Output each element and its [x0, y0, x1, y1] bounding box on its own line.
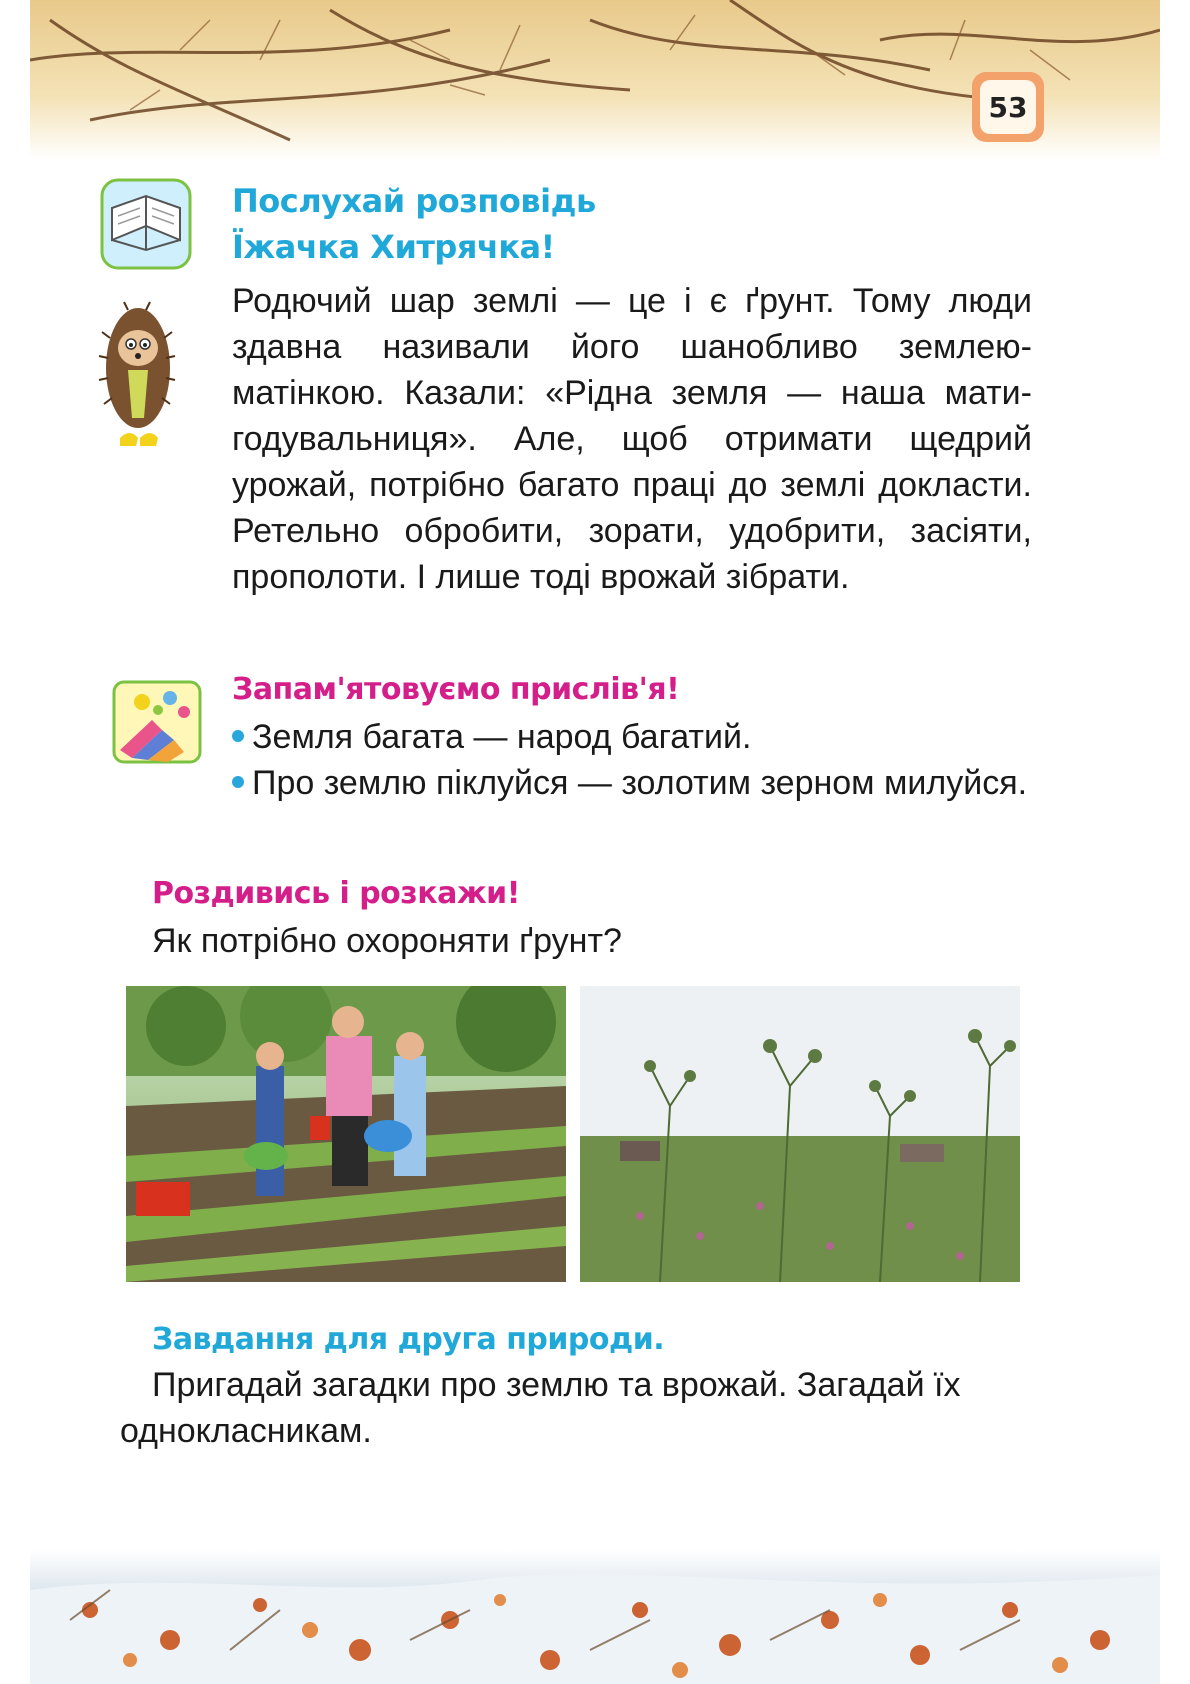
bullet-icon	[232, 776, 244, 788]
proverb-text: Земля багата — народ багатий.	[252, 718, 752, 756]
task-heading: Завдання для друга природи.	[152, 1322, 665, 1357]
proverbs-list	[232, 714, 1032, 806]
look-question: Як потрібно охороняти ґрунт?	[152, 922, 622, 960]
proverb-item	[232, 714, 1032, 760]
story-heading	[232, 178, 596, 270]
open-book-icon	[100, 178, 192, 270]
proverb-text: Про землю піклуйся — золотим зерном милуйся.	[252, 764, 1028, 802]
proverbs-heading: Запам'ятовуємо прислів'я!	[232, 672, 680, 707]
photo-children-watering-garden	[126, 986, 566, 1282]
photo-meadow-thistles	[580, 986, 1020, 1282]
hedgehog-character-icon	[98, 298, 176, 454]
page-number: 53	[980, 80, 1036, 134]
flowers-sun-icon	[112, 680, 202, 764]
story-paragraph: Родючий шар землі — це і є ґрунт. Тому люди здавна називали його шанобливо землею-матінкою. Казали: «Рідна земля — наша мати-годувальниця». Але, щоб отримати щедрий урожай, потрібно багато праці до землі докласти. Ретельно обробити, зорати, удобрити, засіяти, прополоти. І лише тоді врожай зібрати.	[232, 282, 1032, 596]
bottom-decorative-banner	[30, 1550, 1160, 1684]
task-text: Пригадай загадки про землю та врожай. Загадай їх однокласникам.	[120, 1366, 961, 1450]
snow-leaves-illustration	[30, 1550, 1160, 1684]
look-heading: Роздивись і розкажи!	[152, 876, 520, 911]
story-heading-line1: Послухай розповідь	[232, 182, 596, 220]
bullet-icon	[232, 730, 244, 742]
proverb-item	[232, 760, 1032, 806]
story-heading-line2: Їжачка Хитрячка!	[232, 228, 555, 266]
page-number-badge	[972, 72, 1044, 142]
